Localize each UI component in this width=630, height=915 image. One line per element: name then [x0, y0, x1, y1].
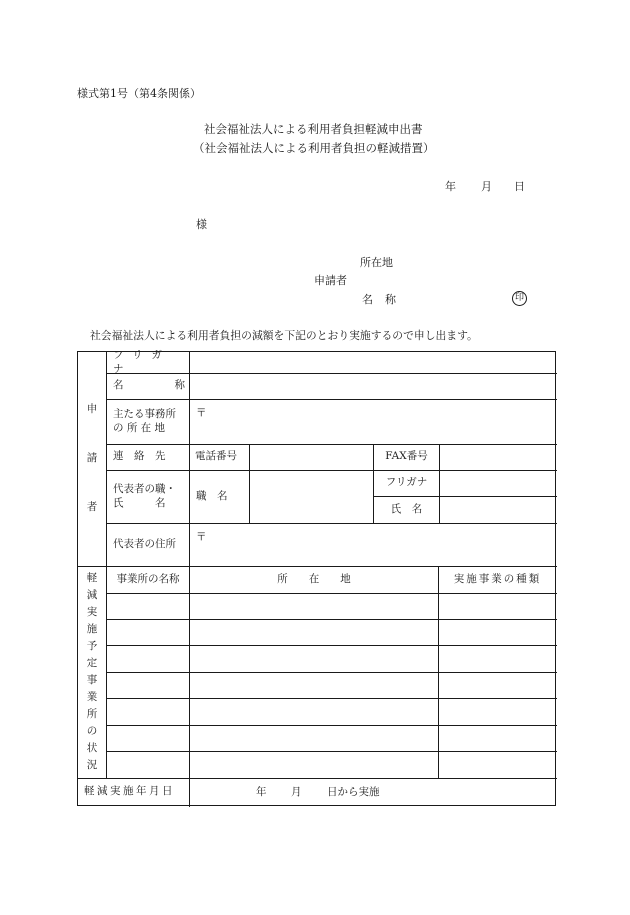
rep-furigana-label: フリガナ	[385, 476, 428, 489]
applicant-location-label: 所在地	[360, 256, 393, 269]
implementation-date-label: 軽減実施年月日	[84, 785, 175, 798]
impl-day-suffix: 日から実施	[327, 786, 380, 798]
date-year-label: 年	[445, 180, 456, 193]
postal-mark: 〒	[196, 407, 207, 419]
phone-field[interactable]	[250, 444, 373, 470]
col-facility-name: 事業所の名称	[116, 572, 180, 585]
application-form-table	[77, 351, 556, 806]
rep-name-label: 氏 名	[390, 502, 423, 515]
rep-name-field[interactable]	[440, 496, 556, 523]
impl-month-label: 月	[291, 786, 302, 798]
form-number: 様式第1号（第4条関係）	[77, 87, 201, 100]
implementation-date-field[interactable]	[190, 778, 556, 806]
table-row[interactable]	[107, 619, 556, 645]
impl-year-label: 年	[256, 786, 267, 798]
rep-furigana-field[interactable]	[440, 470, 556, 496]
table-row[interactable]	[107, 751, 556, 778]
table-row[interactable]	[107, 645, 556, 672]
section-applicant-char: 者	[86, 500, 98, 513]
contact-label: 連 絡 先	[113, 450, 166, 463]
office-address-field[interactable]	[190, 399, 556, 444]
addressee-sama: 様	[196, 218, 207, 231]
rep-postal-mark: 〒	[196, 531, 207, 543]
name-label: 名 称	[113, 379, 185, 392]
position-field[interactable]	[250, 470, 373, 523]
furigana-label: フリガナ	[113, 349, 171, 375]
name-field[interactable]	[190, 373, 556, 399]
applicant-label: 申請者	[314, 274, 347, 287]
applicant-name-label-1: 名	[362, 293, 373, 306]
section-applicant-char: 申	[86, 403, 98, 415]
section-applicant-char: 請	[86, 451, 98, 464]
phone-label: 電話番号	[195, 450, 237, 463]
rep-address-label: 代表者の住所	[113, 537, 176, 550]
section-applicant-label	[78, 404, 106, 512]
table-row[interactable]	[107, 672, 556, 698]
seal-mark: 印	[512, 291, 527, 306]
applicant-name-label-2: 称	[385, 293, 396, 306]
document-title: 社会福祉法人による利用者負担軽減申出書	[204, 122, 423, 136]
col-business-type: 実施事業の種類	[453, 572, 542, 585]
intro-sentence: 社会福祉法人による利用者負担の減額を下記のとおり実施するので申し出ます。	[90, 329, 478, 342]
furigana-field[interactable]	[190, 352, 556, 373]
document-subtitle: （社会福祉法人による利用者負担の軽減措置）	[193, 141, 435, 155]
position-label: 職 名	[196, 489, 228, 502]
date-month-label: 月	[481, 180, 492, 193]
office-address-label: 主たる事務所 の 所 在 地	[113, 408, 176, 434]
col-location: 所 在 地	[277, 572, 351, 585]
table-row[interactable]	[107, 698, 556, 725]
representative-label: 代表者の職・ 氏 名	[113, 483, 176, 509]
table-row[interactable]	[107, 593, 556, 619]
date-day-label: 日	[514, 180, 525, 193]
rep-address-field[interactable]	[190, 523, 556, 566]
table-row[interactable]	[107, 725, 556, 751]
fax-field[interactable]	[440, 444, 556, 470]
section-facilities-label: 軽 減 実 施 予 定 事 業 所 の 状 況	[86, 572, 98, 772]
fax-label: FAX番号	[385, 450, 428, 463]
